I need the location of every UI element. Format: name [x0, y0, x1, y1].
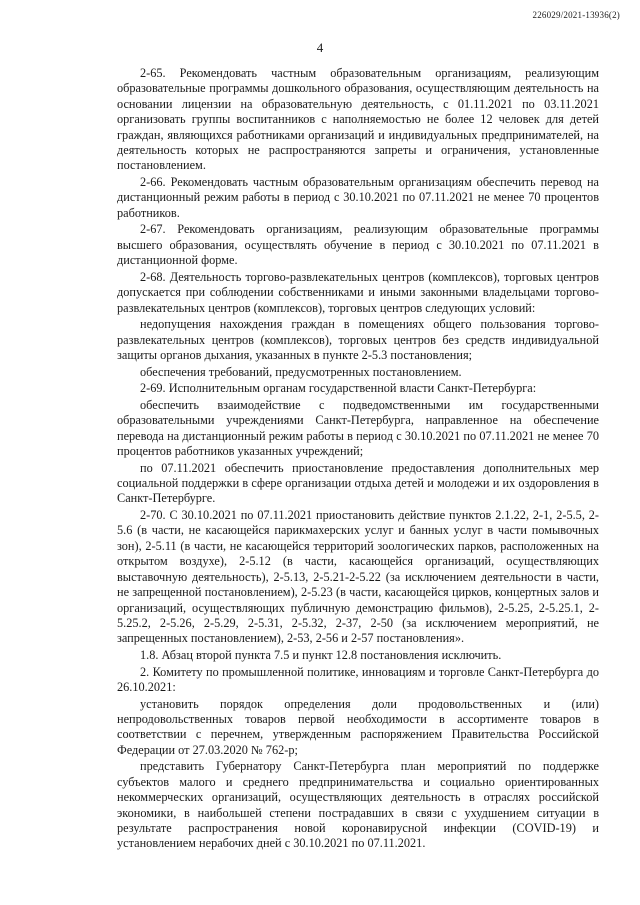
- paragraph-2-67: 2-67. Рекомендовать организациям, реализующим образовательные программы высшего образования, осуществлять обучение в период с 30.10.2021 по 07.11.2021 в дистанционной форме.: [117, 222, 599, 268]
- paragraph-2-69-item-2: по 07.11.2021 обеспечить приостановление предоставления дополнительных мер социальной поддержки в сфере организации отдыха детей и молодежи и их оздоровления в Санкт-Петербурге.: [117, 460, 599, 506]
- paragraph-2-66: 2-66. Рекомендовать частным образовательным организациям обеспечить перевод на дистанционный режим работы в период с 30.10.2021 по 07.11.2021 не менее 70 процентов работников.: [117, 175, 599, 220]
- paragraph-2-68-condition-1: недопущения нахождения граждан в помещениях общего пользования торгово-развлекательных центров (комплексов), торговых центров без средств индивидуальной защиты органов дыхания, указанных в пункте 2-5.3 постановления;: [117, 317, 599, 363]
- paragraph-2-68: 2-68. Деятельность торгово-развлекательных центров (комплексов), торговых центров допускается при соблюдении собственниками и иными законными владельцами торгово-развлекательных центров (комплексов), торговых центров следующих условий:: [117, 269, 599, 315]
- paragraph-2-68-condition-2: обеспечения требований, предусмотренных постановлением.: [140, 364, 462, 379]
- paragraph-2-69-item-1: обеспечить взаимодействие с подведомственными им государственными образовательными учреждениями Санкт-Петербурга, направленное на обеспечение перевода на дистанционный режим работы в период с 30.10.2021 по 07.11.2021 не менее 70 процентов работников указанных учреждений;: [117, 397, 599, 459]
- page-number: 4: [316, 40, 324, 55]
- paragraph-1-8: 1.8. Абзац второй пункта 7.5 и пункт 12.8 постановления исключить.: [140, 647, 502, 662]
- paragraph-2-item-1: установить порядок определения доли продовольственных и (или) непродовольственных товаров первой необходимости в ассортименте товаров в соответствии с перечнем, утвержденным распоряжением Правительства Российской Федерации от 27.03.2020 № 762-р;: [117, 696, 599, 757]
- paragraph-2: 2. Комитету по промышленной политике, инновациям и торговле Санкт-Петербурга до 26.10.2021:: [117, 664, 599, 694]
- paragraph-2-69: 2-69. Исполнительным органам государственной власти Санкт-Петербурга:: [140, 381, 537, 396]
- paragraph-2-65: 2-65. Рекомендовать частным образовательным организациям, реализующим образовательные программы дошкольного образования, осуществляющим деятельность на основании лицензии на образовательную деятельность, с 01.11.2021 по 03.11.2021 организовать группы воспитанников с наполняемостью не более 12 человек для детей граждан, являющихся работниками организаций и индивидуальных предпринимателей, на деятельность которых не распространяются запреты и ограничения, установленные постановлением.: [117, 66, 599, 173]
- paragraph-2-70: 2-70. С 30.10.2021 по 07.11.2021 приостановить действие пунктов 2.1.22, 2-1, 2-5.5, 2-5.6 (в части, не касающейся парикмахерских услуг и банных услуг в части помывочных зон), 2-5.11 (в части, не касающейся территорий зоологических парков, расположенных на открытом воздухе), 2-5.12 (в части, касающейся организаций, осуществляющих выставочную деятельность), 2-5.13, 2-5.21-2-5.22 (за исключением деятельности в части, не запрещенной постановлением), 2-5.23 (в части, касающейся цирков, концертных залов и организаций, осуществляющих публичную демонстрацию фильмов), 2-5.25, 2-5.25.1, 2-5.25.2, 2-5.26, 2-5.29, 2-5.31, 2-5.32, 2-37, 2-50 (за исключением мероприятий, не запрещенных постановлением), 2-53, 2-56 и 2-57 постановления».: [117, 508, 599, 646]
- paragraph-2-item-2: представить Губернатору Санкт-Петербурга план мероприятий по поддержке субъектов малого и среднего предпринимательства и социально ориентированных некоммерческих организаций, осуществляющих деятельность в отраслях российской экономики, в наибольшей степени пострадавших в связи с ухудшением ситуации в результате распространения новой коронавирусной инфекции (COVID-19) и установлением нерабочих дней с 30.10.2021 по 07.11.2021.: [117, 759, 599, 851]
- document-number: 226029/2021-13936(2): [532, 10, 620, 20]
- document-body: [117, 66, 599, 852]
